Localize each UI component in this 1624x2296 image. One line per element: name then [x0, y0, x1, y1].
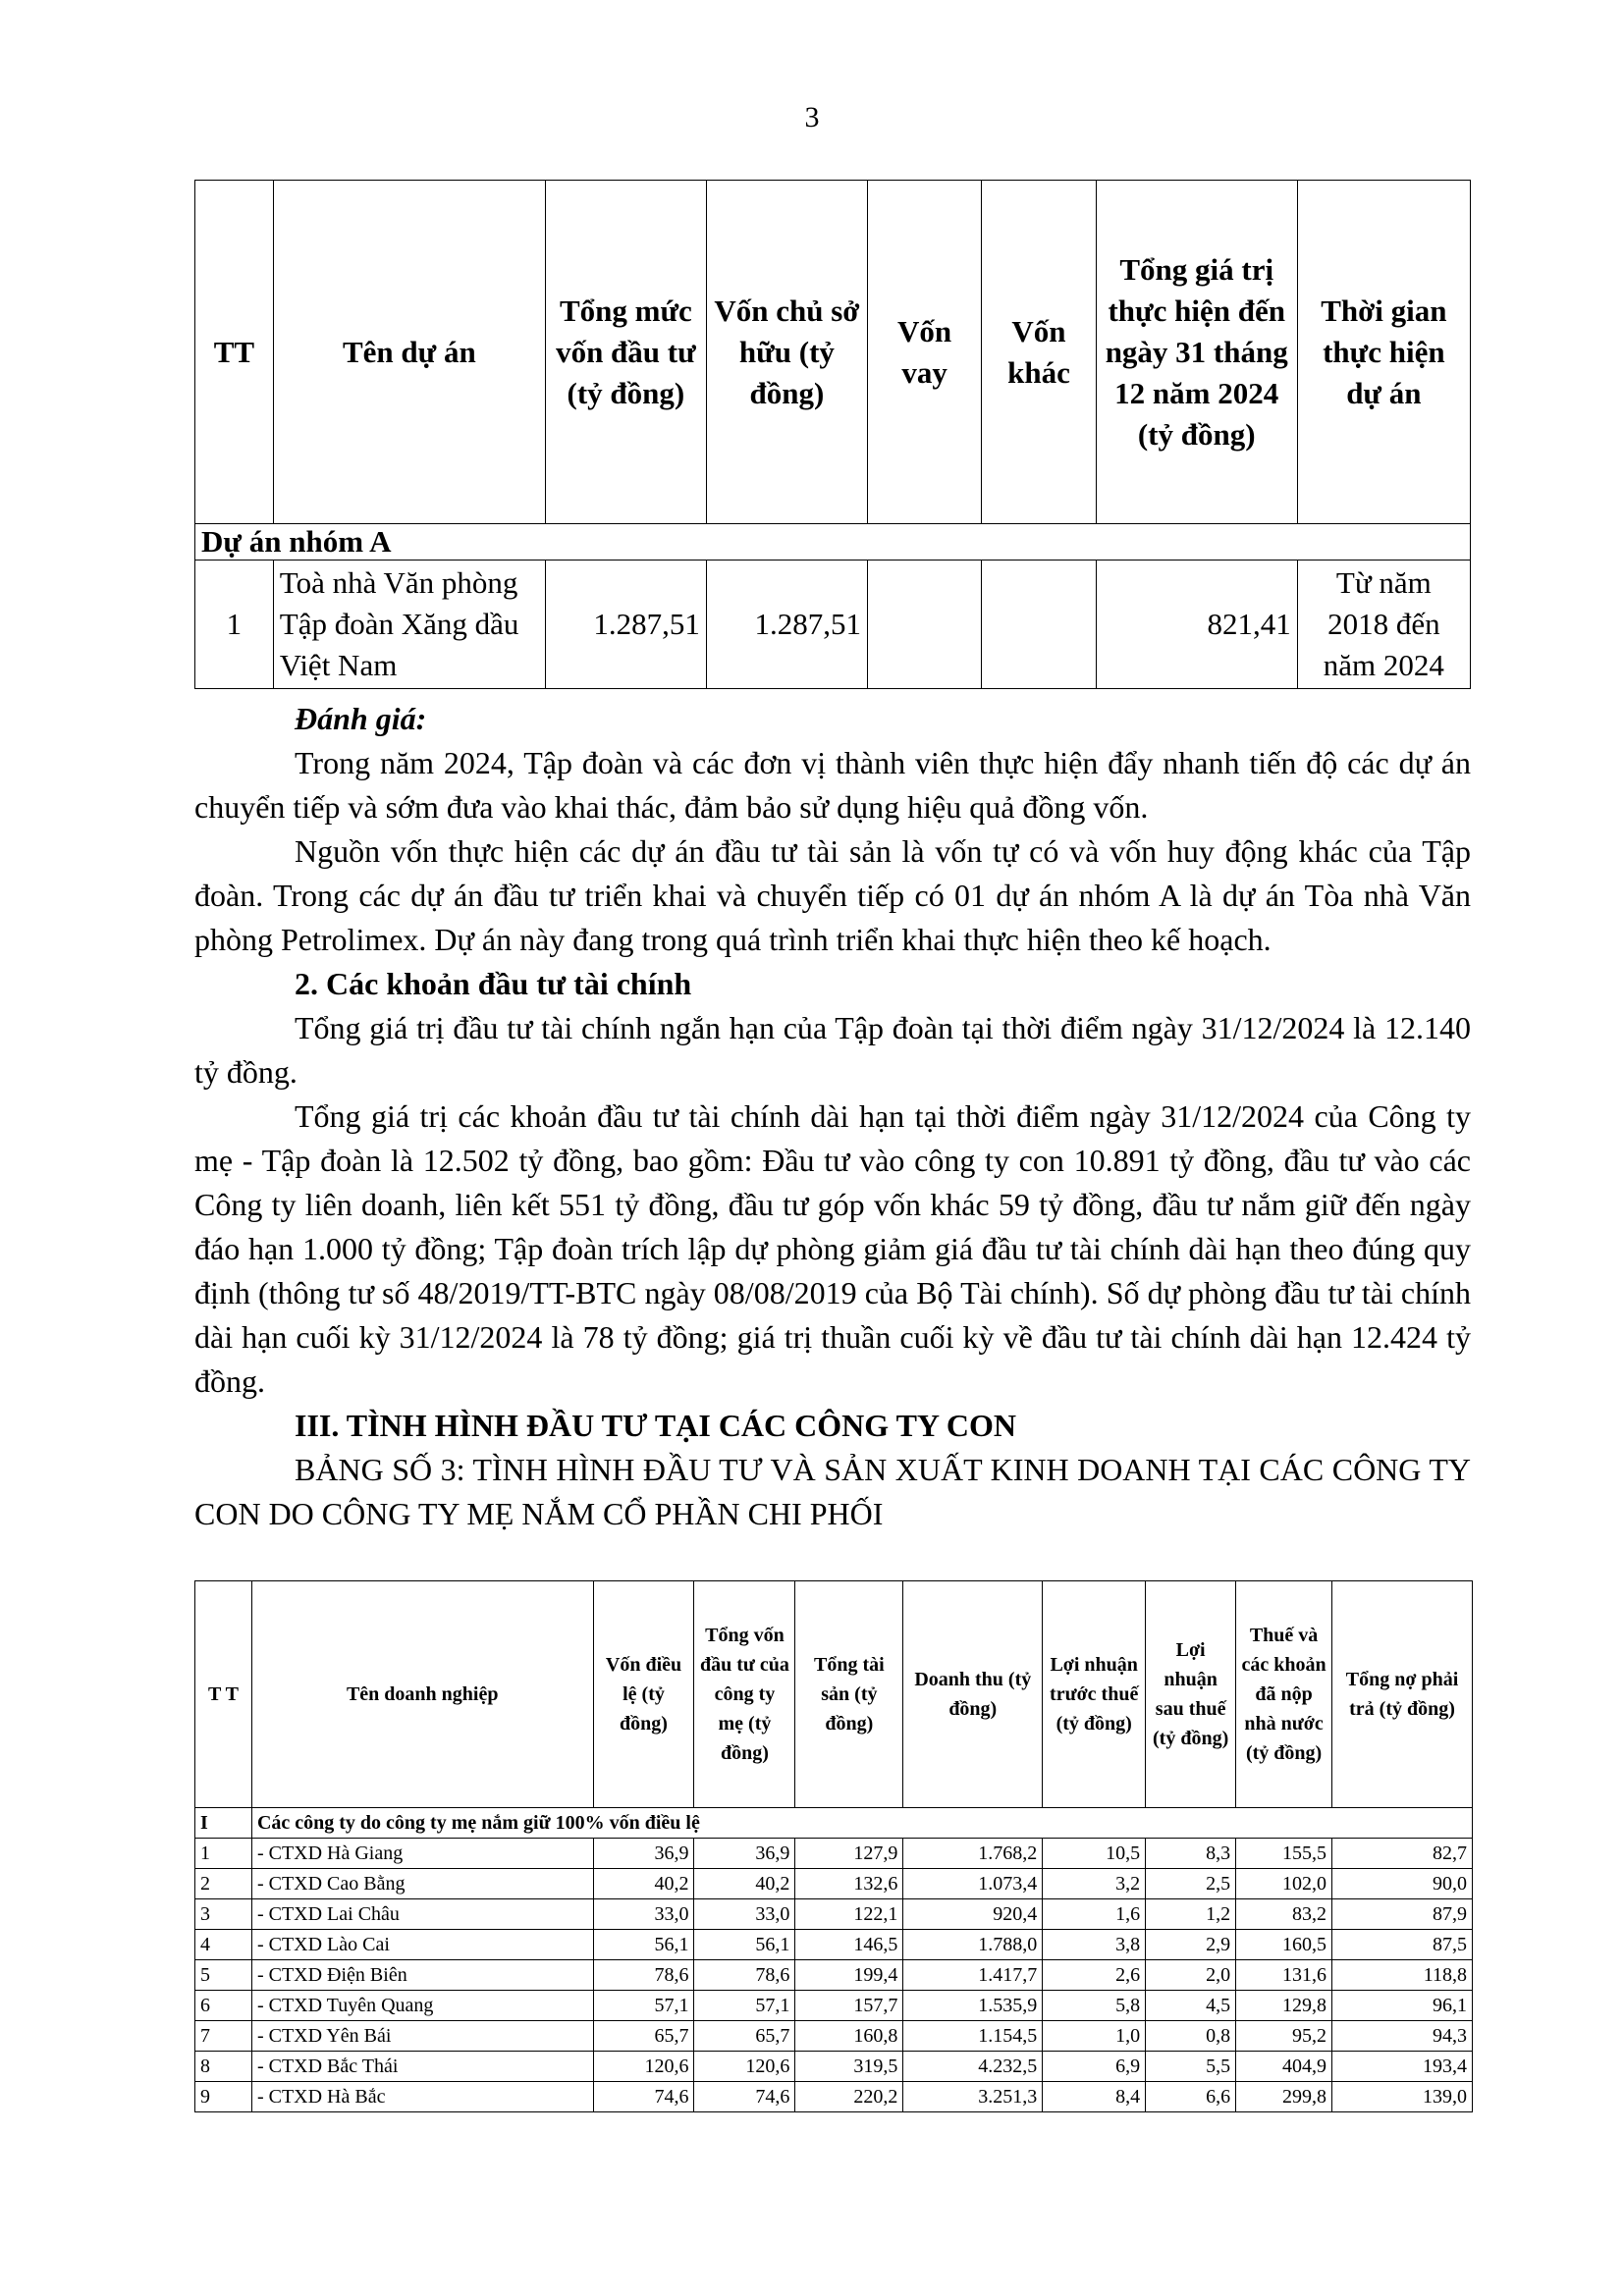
cell-charter-capital: 33,0 [593, 1899, 694, 1930]
cell-total-liabilities: 193,4 [1332, 2052, 1473, 2082]
table-row [195, 2082, 1473, 2112]
cell-tt: 9 [195, 2082, 252, 2112]
col-header-tt: TT [195, 181, 274, 524]
cell-total-assets: 220,2 [795, 2082, 903, 2112]
cell-revenue: 1.768,2 [903, 1839, 1043, 1869]
cell-profit-before-tax: 5,8 [1043, 1991, 1146, 2021]
cell-profit-after-tax: 6,6 [1146, 2082, 1236, 2112]
col-header-value-to-date: Tổng giá trị thực hiện đến ngày 31 tháng 12 năm 2024 (tỷ đồng) [1096, 181, 1297, 524]
cell-profit-after-tax: 8,3 [1146, 1839, 1236, 1869]
col-header-total-liabilities: Tổng nợ phải trả (tỷ đồng) [1332, 1581, 1473, 1808]
col-header-total-investment: Tổng mức vốn đầu tư (tỷ đồng) [545, 181, 706, 524]
cell-tt: 7 [195, 2021, 252, 2052]
cell-revenue: 3.251,3 [903, 2082, 1043, 2112]
cell-charter-capital: 120,6 [593, 2052, 694, 2082]
cell-total-assets: 319,5 [795, 2052, 903, 2082]
cell-profit-after-tax: 2,9 [1146, 1930, 1236, 1960]
cell-total-liabilities: 87,9 [1332, 1899, 1473, 1930]
group-row [195, 524, 1471, 561]
cell-profit-after-tax: 5,5 [1146, 2052, 1236, 2082]
cell-name: - CTXD Bắc Thái [251, 2052, 593, 2082]
paragraph: Trong năm 2024, Tập đoàn và các đơn vị thành viên thực hiện đẩy nhanh tiến độ các dự án chuyển tiếp và sớm đưa vào khai thác, đảm bảo sử dụng hiệu quả đồng vốn. [194, 745, 1471, 825]
cell-taxes-paid: 102,0 [1236, 1869, 1332, 1899]
cell-revenue: 1.073,4 [903, 1869, 1043, 1899]
col-header-equity: Vốn chủ sở hữu (tỷ đồng) [706, 181, 867, 524]
table-row [195, 1930, 1473, 1960]
cell-total-assets: 146,5 [795, 1930, 903, 1960]
cell-tt: 4 [195, 1930, 252, 1960]
cell-profit-before-tax: 1,0 [1043, 2021, 1146, 2052]
col-header-revenue: Doanh thu (tỷ đồng) [903, 1581, 1043, 1808]
col-header-profit-after-tax: Lợi nhuận sau thuế (tỷ đồng) [1146, 1581, 1236, 1808]
body-text [194, 697, 1471, 1536]
cell-charter-capital: 57,1 [593, 1991, 694, 2021]
cell-other [982, 561, 1096, 689]
col-header-total-assets: Tổng tài sản (tỷ đồng) [795, 1581, 903, 1808]
project-table-header [195, 181, 1471, 524]
col-header-loan: Vốn vay [867, 181, 981, 524]
cell-tt: 1 [195, 561, 274, 689]
col-header-charter-capital: Vốn điều lệ (tỷ đồng) [593, 1581, 694, 1808]
cell-project-name: Toà nhà Văn phòng Tập đoàn Xăng dầu Việt Nam [273, 561, 545, 689]
cell-name: - CTXD Cao Bằng [251, 1869, 593, 1899]
table-row [195, 1960, 1473, 1991]
paragraph: Tổng giá trị đầu tư tài chính ngắn hạn của Tập đoàn tại thời điểm ngày 31/12/2024 là 12.140 tỷ đồng. [194, 1010, 1471, 1090]
cell-profit-after-tax: 2,0 [1146, 1960, 1236, 1991]
col-header-taxes-paid: Thuế và các khoản đã nộp nhà nước (tỷ đồng) [1236, 1581, 1332, 1808]
cell-total-liabilities: 139,0 [1332, 2082, 1473, 2112]
col-header-tt: T T [195, 1581, 252, 1808]
cell-charter-capital: 65,7 [593, 2021, 694, 2052]
cell-revenue: 920,4 [903, 1899, 1043, 1930]
cell-name: - CTXD Hà Bắc [251, 2082, 593, 2112]
cell-taxes-paid: 83,2 [1236, 1899, 1332, 1930]
table-row [195, 2052, 1473, 2082]
cell-tt: 1 [195, 1839, 252, 1869]
table-row [195, 1991, 1473, 2021]
table-row [195, 1839, 1473, 1869]
cell-parent-investment: 40,2 [694, 1869, 795, 1899]
cell-tt: 8 [195, 2052, 252, 2082]
cell-taxes-paid: 160,5 [1236, 1930, 1332, 1960]
paragraph: Tổng giá trị các khoản đầu tư tài chính dài hạn tại thời điểm ngày 31/12/2024 của Công ty mẹ - Tập đoàn là 12.502 tỷ đồng, bao gồm: Đầu tư vào công ty con 10.891 tỷ đồng, đầu tư vào các Công ty liên doanh, liên kết 551 tỷ đồng, đầu tư góp vốn khác 59 tỷ đồng, đầu tư nắm giữ đến ngày đáo hạn 1.000 tỷ đồng; Tập đoàn trích lập dự phòng giảm giá đầu tư tài chính dài hạn theo đúng quy định (thông tư số 48/2019/TT-BTC ngày 08/08/2019 của Bộ Tài chính). Số dự phòng đầu tư tài chính dài hạn cuối kỳ 31/12/2024 là 78 tỷ đồng; giá trị thuần cuối kỳ về đầu tư tài chính dài hạn 12.424 tỷ đồng. [194, 1098, 1471, 1399]
page-number: 3 [804, 101, 820, 133]
cell-profit-before-tax: 8,4 [1043, 2082, 1146, 2112]
cell-charter-capital: 56,1 [593, 1930, 694, 1960]
col-header-parent-investment: Tổng vốn đầu tư của công ty mẹ (tỷ đồng) [694, 1581, 795, 1808]
cell-name: - CTXD Hà Giang [251, 1839, 593, 1869]
cell-taxes-paid: 155,5 [1236, 1839, 1332, 1869]
cell-profit-after-tax: 2,5 [1146, 1869, 1236, 1899]
cell-charter-capital: 74,6 [593, 2082, 694, 2112]
cell-revenue: 1.788,0 [903, 1930, 1043, 1960]
cell-charter-capital: 78,6 [593, 1960, 694, 1991]
cell-profit-after-tax: 0,8 [1146, 2021, 1236, 2052]
cell-tt: 6 [195, 1991, 252, 2021]
cell-total-assets: 199,4 [795, 1960, 903, 1991]
cell-charter-capital: 40,2 [593, 1869, 694, 1899]
cell-profit-before-tax: 3,8 [1043, 1930, 1146, 1960]
cell-revenue: 4.232,5 [903, 2052, 1043, 2082]
table-row [195, 1869, 1473, 1899]
cell-taxes-paid: 95,2 [1236, 2021, 1332, 2052]
cell-parent-investment: 36,9 [694, 1839, 795, 1869]
col-header-other: Vốn khác [982, 181, 1096, 524]
group-row [195, 1808, 1473, 1839]
table-row [195, 2021, 1473, 2052]
subsidiary-table-header [195, 1581, 1473, 1808]
col-header-company-name: Tên doanh nghiệp [251, 1581, 593, 1808]
cell-total-assets: 160,8 [795, 2021, 903, 2052]
cell-name: - CTXD Yên Bái [251, 2021, 593, 2052]
cell-total-liabilities: 118,8 [1332, 1960, 1473, 1991]
group-label: Các công ty do công ty mẹ nắm giữ 100% vốn điều lệ [251, 1808, 1472, 1839]
cell-tt: 5 [195, 1960, 252, 1991]
col-header-profit-before-tax: Lợi nhuận trước thuế (tỷ đồng) [1043, 1581, 1146, 1808]
cell-parent-investment: 74,6 [694, 2082, 795, 2112]
cell-profit-after-tax: 4,5 [1146, 1991, 1236, 2021]
cell-total-assets: 127,9 [795, 1839, 903, 1869]
table-row [195, 1899, 1473, 1930]
cell-profit-before-tax: 1,6 [1043, 1899, 1146, 1930]
cell-duration: Từ năm 2018 đến năm 2024 [1297, 561, 1470, 689]
cell-total-investment: 1.287,51 [545, 561, 706, 689]
cell-equity: 1.287,51 [706, 561, 867, 689]
subsidiary-table [194, 1580, 1473, 2112]
cell-loan [867, 561, 981, 689]
cell-profit-before-tax: 6,9 [1043, 2052, 1146, 2082]
cell-value-to-date: 821,41 [1096, 561, 1297, 689]
paragraph: Nguồn vốn thực hiện các dự án đầu tư tài sản là vốn tự có và vốn huy động khác của Tập đoàn. Trong các dự án đầu tư triển khai và chuyển tiếp có 01 dự án nhóm A là dự án Tòa nhà Văn phòng Petrolimex. Dự án này đang trong quá trình triển khai thực hiện theo kế hoạch. [194, 833, 1471, 957]
cell-total-liabilities: 96,1 [1332, 1991, 1473, 2021]
cell-profit-after-tax: 1,2 [1146, 1899, 1236, 1930]
group-label: Dự án nhóm A [195, 524, 1471, 561]
cell-revenue: 1.154,5 [903, 2021, 1043, 2052]
cell-profit-before-tax: 3,2 [1043, 1869, 1146, 1899]
col-header-project-name: Tên dự án [273, 181, 545, 524]
cell-parent-investment: 65,7 [694, 2021, 795, 2052]
col-header-duration: Thời gian thực hiện dự án [1297, 181, 1470, 524]
cell-parent-investment: 56,1 [694, 1930, 795, 1960]
cell-profit-before-tax: 10,5 [1043, 1839, 1146, 1869]
cell-charter-capital: 36,9 [593, 1839, 694, 1869]
chapter-heading: III. TÌNH HÌNH ĐẦU TƯ TẠI CÁC CÔNG TY CON [295, 1408, 1016, 1443]
cell-parent-investment: 33,0 [694, 1899, 795, 1930]
cell-parent-investment: 57,1 [694, 1991, 795, 2021]
group-tt: I [195, 1808, 252, 1839]
cell-name: - CTXD Điện Biên [251, 1960, 593, 1991]
cell-name: - CTXD Tuyên Quang [251, 1991, 593, 2021]
cell-taxes-paid: 299,8 [1236, 2082, 1332, 2112]
cell-taxes-paid: 129,8 [1236, 1991, 1332, 2021]
table-row [195, 561, 1471, 689]
cell-name: - CTXD Lào Cai [251, 1930, 593, 1960]
cell-taxes-paid: 404,9 [1236, 2052, 1332, 2082]
cell-total-liabilities: 94,3 [1332, 2021, 1473, 2052]
cell-total-assets: 157,7 [795, 1991, 903, 2021]
eval-heading: Đánh giá: [295, 701, 427, 736]
cell-name: - CTXD Lai Châu [251, 1899, 593, 1930]
cell-tt: 3 [195, 1899, 252, 1930]
cell-total-assets: 122,1 [795, 1899, 903, 1930]
table-caption: BẢNG SỐ 3: TÌNH HÌNH ĐẦU TƯ VÀ SẢN XUẤT KINH DOANH TẠI CÁC CÔNG TY CON DO CÔNG TY MẸ NẮM CỔ PHẦN CHI PHỐI [194, 1452, 1471, 1531]
project-table [194, 180, 1471, 689]
cell-total-liabilities: 82,7 [1332, 1839, 1473, 1869]
section-heading: 2. Các khoản đầu tư tài chính [295, 966, 692, 1001]
cell-revenue: 1.535,9 [903, 1991, 1043, 2021]
cell-total-liabilities: 90,0 [1332, 1869, 1473, 1899]
cell-profit-before-tax: 2,6 [1043, 1960, 1146, 1991]
cell-parent-investment: 120,6 [694, 2052, 795, 2082]
cell-revenue: 1.417,7 [903, 1960, 1043, 1991]
cell-taxes-paid: 131,6 [1236, 1960, 1332, 1991]
cell-total-liabilities: 87,5 [1332, 1930, 1473, 1960]
cell-tt: 2 [195, 1869, 252, 1899]
cell-total-assets: 132,6 [795, 1869, 903, 1899]
cell-parent-investment: 78,6 [694, 1960, 795, 1991]
